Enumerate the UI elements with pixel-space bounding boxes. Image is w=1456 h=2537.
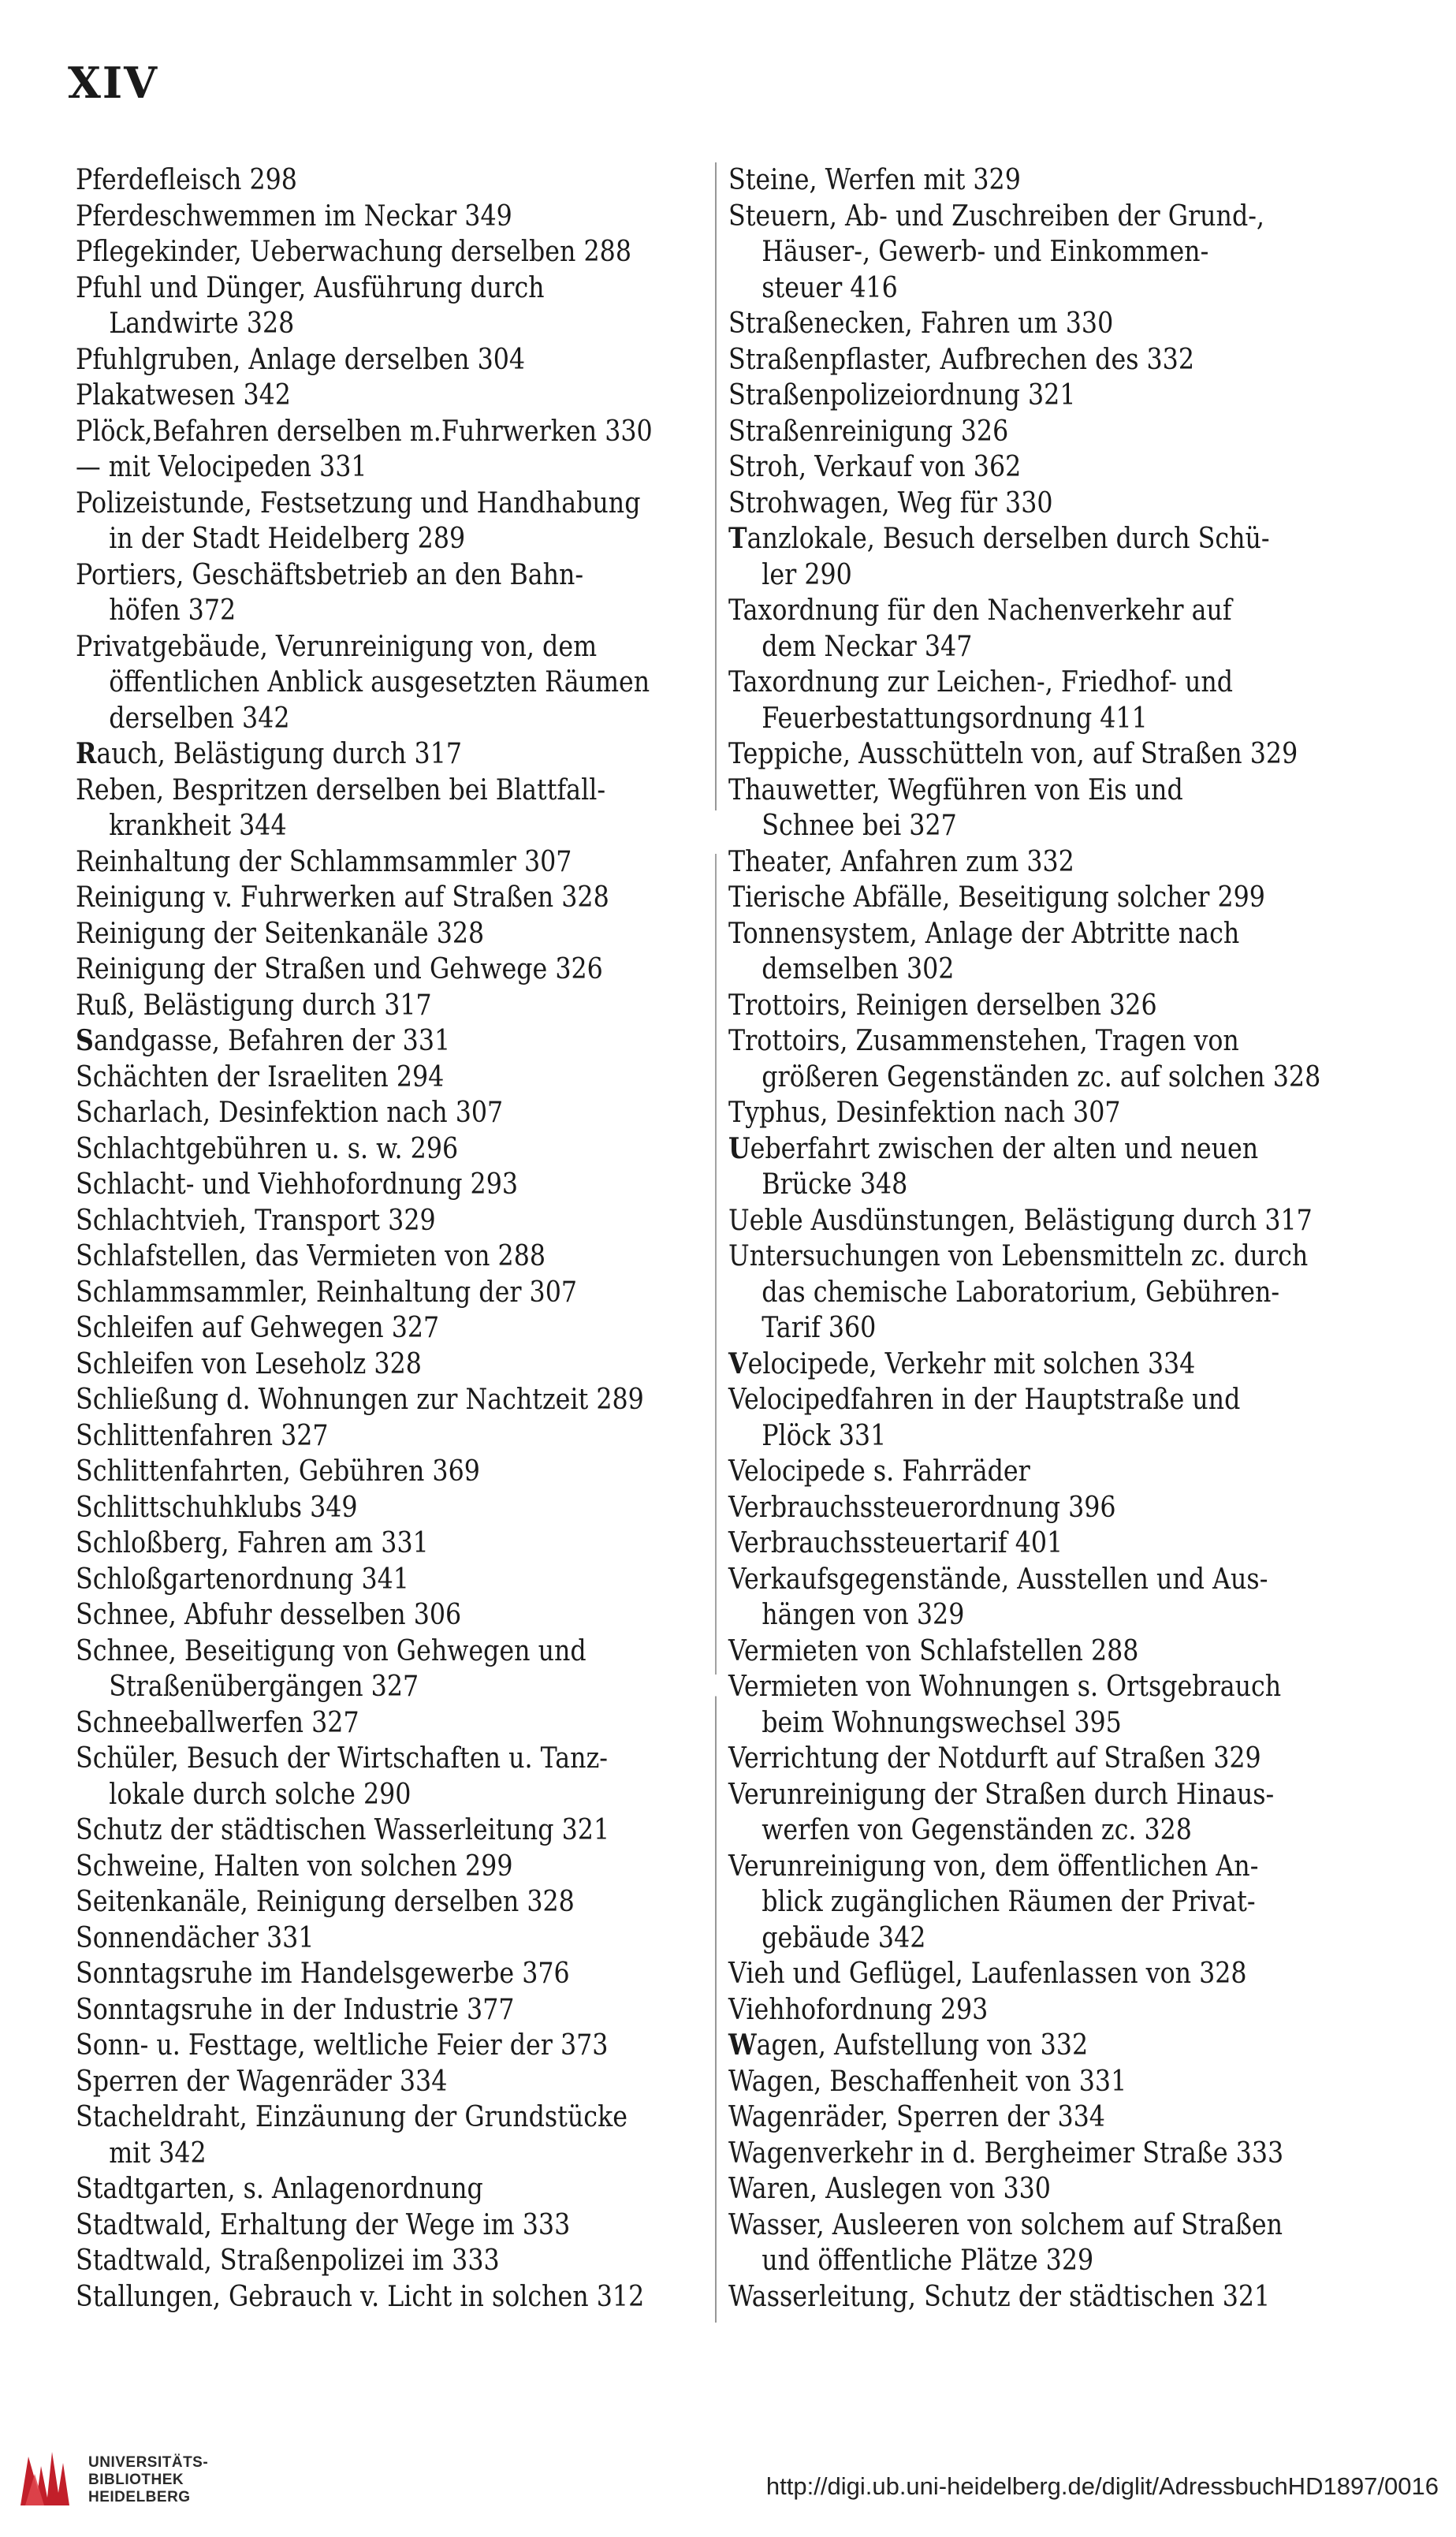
index-entry: Stallungen, Gebrauch v. Licht in solchen 312 bbox=[76, 2280, 645, 2313]
index-entry: Schweine, Halten von solchen 299 bbox=[76, 1850, 513, 1883]
index-entry: Tonnensystem, Anlage der Abtritte nach bbox=[728, 917, 1240, 950]
index-entry: Schlacht- und Viehhofordnung 293 bbox=[76, 1168, 519, 1201]
index-entry: Schlammsammler, Reinhaltung der 307 bbox=[76, 1276, 578, 1309]
index-entry-continuation: Feuerbestattungsordnung 411 bbox=[762, 702, 1148, 735]
index-entry: Schleifen auf Gehwegen 327 bbox=[76, 1312, 440, 1344]
index-entry: Schlittenfahrten, Gebühren 369 bbox=[76, 1455, 480, 1488]
index-entry-continuation: Schnee bei 327 bbox=[762, 810, 957, 842]
index-entry-continuation: Häuser-, Gewerb- und Einkommen- bbox=[762, 236, 1209, 268]
index-entry-text: auch, Belästigung durch 317 bbox=[96, 738, 463, 770]
index-entry: Straßenpflaster, Aufbrechen des 332 bbox=[728, 343, 1194, 376]
index-entry-continuation: in der Stadt Heidelberg 289 bbox=[109, 523, 466, 555]
index-entry-continuation: demselben 302 bbox=[762, 953, 955, 985]
index-entry: Ruß, Belästigung durch 317 bbox=[76, 989, 432, 1022]
index-entry-continuation: mit 342 bbox=[109, 2137, 207, 2170]
library-name-line-2: BIBLIOTHEK bbox=[88, 2472, 184, 2488]
index-entry bbox=[76, 736, 653, 773]
index-entry: Waren, Auslegen von 330 bbox=[728, 2173, 1051, 2205]
index-entry: Wasser, Ausleeren von solchem auf Straßen bbox=[728, 2208, 1283, 2241]
index-entry: Schloßberg, Fahren am 331 bbox=[76, 1527, 429, 1559]
index-entry-continuation: Tarif 360 bbox=[762, 1312, 877, 1344]
index-entry: Polizeistunde, Festsetzung und Handhabung bbox=[76, 486, 641, 520]
index-entry bbox=[76, 1023, 653, 1060]
library-name bbox=[88, 2454, 208, 2506]
index-entry: Schüler, Besuch der Wirtschaften u. Tanz- bbox=[76, 1742, 608, 1775]
index-entry: Stadtwald, Straßenpolizei im 333 bbox=[76, 2245, 500, 2277]
index-entry bbox=[728, 1131, 1320, 1168]
index-entry: Sonnendächer 331 bbox=[76, 1921, 315, 1954]
index-entry-continuation: Landwirte 328 bbox=[109, 307, 295, 340]
index-entry: Pfuhlgruben, Anlage derselben 304 bbox=[76, 343, 526, 376]
index-entry: Stadtgarten, s. Anlagenordnung bbox=[76, 2173, 483, 2205]
index-entry-initial: S bbox=[76, 1024, 94, 1057]
index-entry-continuation: öffentlichen Anblick ausgesetzten Räumen bbox=[109, 666, 650, 699]
index-entry-continuation: höfen 372 bbox=[109, 594, 236, 627]
index-entry: Straßenecken, Fahren um 330 bbox=[728, 307, 1114, 340]
university-library-logo-icon bbox=[17, 2442, 79, 2510]
index-entry: Steine, Werfen mit 329 bbox=[728, 164, 1021, 196]
index-entry-continuation: beim Wohnungswechsel 395 bbox=[762, 1706, 1122, 1739]
index-entry: Sperren der Wagenräder 334 bbox=[76, 2065, 448, 2098]
index-entry: Theater, Anfahren zum 332 bbox=[728, 845, 1074, 878]
index-entry: Schlachtvieh, Transport 329 bbox=[76, 1204, 436, 1237]
index-entry-continuation: steuer 416 bbox=[762, 271, 898, 304]
index-entry: Schutz der städtischen Wasserleitung 321 bbox=[76, 1814, 610, 1846]
index-entry-continuation: werfen von Gegenständen zc. 328 bbox=[762, 1814, 1192, 1846]
index-entry-continuation: lokale durch solche 290 bbox=[109, 1778, 411, 1811]
index-entry-initial: V bbox=[728, 1347, 748, 1380]
index-entry: Wagenräder, Sperren der 334 bbox=[728, 2101, 1105, 2133]
index-entry-continuation: das chemische Laboratorium, Gebühren- bbox=[762, 1276, 1280, 1309]
index-entry: Reinigung der Seitenkanäle 328 bbox=[76, 917, 485, 950]
index-entry: Schnee, Abfuhr desselben 306 bbox=[76, 1599, 462, 1631]
index-entry: Velocipede s. Fahrräder bbox=[728, 1455, 1030, 1488]
index-entry bbox=[728, 2028, 1320, 2064]
index-entry: Portiers, Geschäftsbetrieb an den Bahn- bbox=[76, 558, 584, 591]
index-entry: Verkaufsgegenstände, Ausstellen und Aus- bbox=[728, 1563, 1268, 1596]
index-entry-initial: R bbox=[76, 737, 97, 770]
index-entry: Teppiche, Ausschütteln von, auf Straßen 329 bbox=[728, 738, 1298, 770]
index-entry: Schnee, Beseitigung von Gehwegen und bbox=[76, 1634, 586, 1667]
index-entry: Schleifen von Leseholz 328 bbox=[76, 1347, 422, 1380]
index-entry: Scharlach, Desinfektion nach 307 bbox=[76, 1097, 504, 1129]
column-divider bbox=[715, 162, 717, 2323]
index-entry: Plöck,Befahren derselben m.Fuhrwerken 330 bbox=[76, 415, 653, 448]
index-entry: Verrichtung der Notdurft auf Straßen 329 bbox=[728, 1742, 1261, 1775]
index-entry: Untersuchungen von Lebensmitteln zc. durch bbox=[728, 1240, 1309, 1272]
index-entry-text: elocipede, Verkehr mit solchen 334 bbox=[747, 1347, 1196, 1380]
index-column-right bbox=[728, 162, 1320, 2315]
index-entry: Ueble Ausdünstungen, Belästigung durch 317 bbox=[728, 1204, 1313, 1237]
library-name-line-3: HEIDELBERG bbox=[88, 2489, 191, 2505]
page-number: XIV bbox=[68, 58, 159, 108]
index-entry-text: andgasse, Befahren der 331 bbox=[93, 1025, 451, 1057]
index-entry: Stroh, Verkauf von 362 bbox=[728, 451, 1022, 483]
library-name-line-1: UNIVERSITÄTS- bbox=[88, 2454, 209, 2471]
index-entry: Verunreinigung der Straßen durch Hinaus- bbox=[728, 1778, 1275, 1811]
index-entry-continuation: krankheit 344 bbox=[109, 810, 287, 842]
index-entry: Schlittenfahren 327 bbox=[76, 1419, 329, 1452]
index-entry: Velocipedfahren in der Hauptstraße und bbox=[728, 1384, 1241, 1416]
index-entry: Plakatwesen 342 bbox=[76, 379, 291, 412]
index-entry: Reinigung v. Fuhrwerken auf Straßen 328 bbox=[76, 881, 609, 914]
index-entry: Stadtwald, Erhaltung der Wege im 333 bbox=[76, 2208, 571, 2241]
index-entry-continuation: dem Neckar 347 bbox=[762, 630, 973, 663]
index-entry: Pflegekinder, Ueberwachung derselben 288 bbox=[76, 236, 631, 268]
index-entry: Schlittschuhklubs 349 bbox=[76, 1491, 358, 1524]
index-entry: Sonn- u. Festtage, weltliche Feier der 373 bbox=[76, 2029, 609, 2062]
source-url-link[interactable]: http://digi.ub.uni-heidelberg.de/diglit/AdressbuchHD1897/0016 bbox=[765, 2472, 1439, 2500]
index-entry: Privatgebäude, Verunreinigung von, dem bbox=[76, 630, 598, 663]
index-entry: Viehhofordnung 293 bbox=[728, 1993, 989, 2026]
index-entry: Vermieten von Wohnungen s. Ortsgebrauch bbox=[728, 1671, 1282, 1703]
index-column-left bbox=[76, 162, 653, 2315]
index-entry: Pferdefleisch 298 bbox=[76, 164, 297, 196]
index-entry: Typhus, Desinfektion nach 307 bbox=[728, 1097, 1121, 1129]
index-entry bbox=[728, 1347, 1320, 1383]
index-entry-text: anzlokale, Besuch derselben durch Schü- bbox=[747, 523, 1270, 555]
index-entry: Wagen, Beschaffenheit von 331 bbox=[728, 2065, 1127, 2098]
index-entry: Seitenkanäle, Reinigung derselben 328 bbox=[76, 1886, 575, 1918]
index-entry: Pfuhl und Dünger, Ausführung durch bbox=[76, 271, 545, 304]
index-entry: Wagenverkehr in d. Bergheimer Straße 333 bbox=[728, 2137, 1284, 2170]
index-entry-continuation: hängen von 329 bbox=[762, 1599, 965, 1631]
index-entry-text: agen, Aufstellung von 332 bbox=[756, 2029, 1089, 2062]
index-entry-continuation: Brücke 348 bbox=[762, 1168, 908, 1201]
index-entry: Schneeballwerfen 327 bbox=[76, 1706, 359, 1739]
index-entry: Vermieten von Schlafstellen 288 bbox=[728, 1634, 1139, 1667]
index-entry: Steuern, Ab- und Zuschreiben der Grund-, bbox=[728, 199, 1265, 233]
index-entry: Sonntagsruhe im Handelsgewerbe 376 bbox=[76, 1958, 570, 1990]
index-entry: Thauwetter, Wegführen von Eis und bbox=[728, 773, 1183, 807]
index-entry: Straßenreinigung 326 bbox=[728, 415, 1009, 448]
index-entry: Schlafstellen, das Vermieten von 288 bbox=[76, 1240, 546, 1272]
index-entry: Taxordnung für den Nachenverkehr auf bbox=[728, 594, 1232, 627]
index-entry-initial: T bbox=[728, 522, 747, 555]
index-entry: Pferdeschwemmen im Neckar 349 bbox=[76, 199, 512, 233]
index-entry bbox=[728, 521, 1320, 557]
index-entry: Taxordnung zur Leichen-, Friedhof- und bbox=[728, 666, 1234, 699]
index-entry: Verbrauchssteuerordnung 396 bbox=[728, 1491, 1116, 1524]
index-entry-continuation: Straßenübergängen 327 bbox=[109, 1671, 419, 1703]
index-entry: — mit Velocipeden 331 bbox=[76, 451, 367, 483]
index-entry: Straßenpolizeiordnung 321 bbox=[728, 379, 1076, 412]
index-entry-initial: U bbox=[728, 1131, 750, 1165]
index-entry: Strohwagen, Weg für 330 bbox=[728, 486, 1053, 520]
index-entry: Trottoirs, Reinigen derselben 326 bbox=[728, 989, 1157, 1022]
index-entry-continuation: gebäude 342 bbox=[762, 1921, 926, 1954]
index-entry: Verbrauchssteuertarif 401 bbox=[728, 1527, 1063, 1559]
index-entry: Schloßgartenordnung 341 bbox=[76, 1563, 409, 1596]
index-entry: Trottoirs, Zusammenstehen, Tragen von bbox=[728, 1025, 1239, 1057]
index-entry-initial: W bbox=[728, 2028, 757, 2062]
index-entry-continuation: blick zugänglichen Räumen der Privat- bbox=[762, 1886, 1256, 1918]
index-entry: Wasserleitung, Schutz der städtischen 321 bbox=[728, 2280, 1271, 2313]
index-entry: Reinigung der Straßen und Gehwege 326 bbox=[76, 953, 603, 985]
index-entry: Reinhaltung der Schlammsammler 307 bbox=[76, 845, 572, 878]
index-entry: Schächten der Israeliten 294 bbox=[76, 1060, 445, 1093]
index-entry: Schlachtgebühren u. s. w. 296 bbox=[76, 1132, 459, 1165]
index-entry: Sonntagsruhe in der Industrie 377 bbox=[76, 1993, 515, 2026]
index-entry-continuation: Plöck 331 bbox=[762, 1419, 887, 1452]
index-entry-text: eberfahrt zwischen der alten und neuen bbox=[750, 1132, 1259, 1165]
index-entry-continuation: größeren Gegenständen zc. auf solchen 328 bbox=[762, 1060, 1321, 1093]
index-entry: Schließung d. Wohnungen zur Nachtzeit 289 bbox=[76, 1384, 644, 1416]
index-entry-continuation: und öffentliche Plätze 329 bbox=[762, 2245, 1094, 2277]
index-entry-continuation: derselben 342 bbox=[109, 702, 290, 735]
index-entry: Tierische Abfälle, Beseitigung solcher 299 bbox=[728, 881, 1265, 914]
index-entry-continuation: ler 290 bbox=[762, 558, 852, 591]
index-entry: Verunreinigung von, dem öffentlichen An- bbox=[728, 1850, 1259, 1883]
index-entry: Reben, Bespritzen derselben bei Blattfall- bbox=[76, 773, 606, 807]
index-entry: Stacheldraht, Einzäunung der Grundstücke bbox=[76, 2101, 627, 2133]
index-entry: Vieh und Geflügel, Laufenlassen von 328 bbox=[728, 1958, 1247, 1990]
